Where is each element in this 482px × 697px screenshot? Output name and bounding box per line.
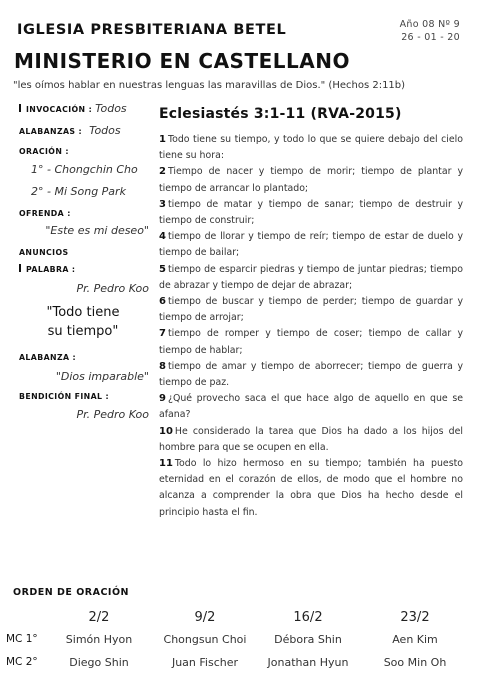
verse-number: 3 [159,198,166,210]
verse [159,262,463,294]
verse [159,164,463,196]
issue-date: 26 - 01 - 20 [401,32,460,43]
alabanzas-label: ALABANZAS : [19,127,83,136]
palabra-value: Pr. Pedro Koo [76,282,149,295]
issue-number: Año 08 Nº 9 [399,19,460,30]
prayer-name: Juan Fischer [171,656,239,669]
prayer-name: Chongsun Choi [163,633,247,646]
verse [159,132,463,164]
prayer-row-label-1: MC 1° [6,633,38,645]
sermon-title [19,303,147,341]
prayer-row-label-2: MC 2° [6,656,38,668]
oracion-label: ORACIÓN : [19,147,69,156]
prayer-order-title: ORDEN DE ORACIÓN [13,587,129,598]
prayer-name: Diego Shin [69,656,129,669]
prayer-name: Simón Hyon [65,633,133,646]
alabanzas-value: Todos [89,124,121,137]
verse-number: 10 [159,425,173,437]
verse-text: Todo tiene su tiempo, y todo lo que se quiere debajo del cielo tiene su hora: [159,134,463,162]
prayer-name: Jonathan Hyun [267,656,349,669]
oracion-first: 1° - Chongchin Cho [31,163,138,176]
verse-text: He considerado la tarea que Dios ha dado a los hijos del hombre para que se ocupen en ella. [159,425,463,453]
prayer-name: Soo Min Oh [383,656,447,669]
bendicion-label: BENDICIÓN FINAL : [19,392,110,401]
verse-text: tiempo de amar y tiempo de aborrecer; tiempo de guerra y tiempo de paz. [159,360,463,389]
verse [159,197,463,229]
prayer-name: Aen Kim [392,633,438,646]
reading-title: Eclesiastés 3:1-11 (RVA-2015) [159,106,402,122]
issue-info [400,18,460,44]
sermon-title-line-1: "Todo tiene [46,305,120,320]
prayer-date-4: 23/2 [400,610,430,625]
verse-text: tiempo de matar y tiempo de sanar; tiempo de destruir y tiempo de construir; [159,198,463,227]
verse-text: Tiempo de nacer y tiempo de morir; tiempo de plantar y tiempo de arrancar lo plantado; [159,166,463,194]
ofrenda-value: "Este es mi deseo" [45,224,149,237]
verse [159,326,463,358]
alabanza-value: "Dios imparable" [55,370,149,383]
verse-number: 8 [159,360,166,372]
verse-number: 6 [159,296,166,308]
sermon-title-line-2: su tiempo" [47,324,119,339]
prayer-date-3: 16/2 [293,610,323,625]
prayer-name: Débora Shin [274,633,342,646]
verse-text: tiempo de esparcir piedras y tiempo de juntar piedras; tiempo de abrazar y tiempo de dejar de abrazar; [159,263,463,291]
verse [159,229,463,261]
verse [159,456,463,521]
church-name: IGLESIA PRESBITERIANA BETEL [17,22,287,38]
palabra-label: PALABRA : [26,265,76,274]
verse-text: tiempo de buscar y tiempo de perder; tiempo de guardar y tiempo de arrojar; [159,296,463,324]
verse [159,359,463,391]
verse-number: 9 [159,393,166,405]
verse-list [159,132,463,521]
header-quote: "les oímos hablar en nuestras lenguas las maravillas de Dios." (Hechos 2:11b) [13,80,406,91]
verse [159,424,463,456]
prayer-date-1: 2/2 [88,610,110,625]
verse-number: 1 [159,134,166,145]
verse-text: tiempo de llorar y tiempo de reír; tiempo de estar de duelo y tiempo de bailar; [159,231,463,259]
ministry-title: MINISTERIO EN CASTELLANO [14,49,350,73]
bar-marker [19,104,21,112]
invocacion-row [19,102,127,115]
verse-number: 2 [159,166,166,178]
verse-number: 11 [159,458,173,470]
palabra-row [19,264,75,274]
verse-number: 5 [159,263,166,275]
verse-text: ¿Qué provecho saca el que hace algo de aquello en que se afana? [159,393,463,421]
verse-text: tiempo de romper y tiempo de coser; tiempo de callar y tiempo de hablar; [159,328,463,356]
bendicion-value: Pr. Pedro Koo [76,408,149,421]
oracion-second: 2° - Mi Song Park [31,185,126,198]
ofrenda-label: OFRENDA : [19,209,71,218]
invocacion-value: Todos [95,102,127,115]
bar-marker [19,264,21,272]
alabanza-label: ALABANZA : [19,353,77,362]
verse-number: 4 [159,231,166,243]
verse [159,391,463,423]
prayer-date-2: 9/2 [194,610,216,625]
verse-number: 7 [159,328,166,340]
alabanzas-row [19,124,121,137]
anuncios-label: ANUNCIOS [19,248,69,257]
invocacion-label: INVOCACIÓN : [26,105,93,114]
verse-text: Todo lo hizo hermoso en su tiempo; también ha puesto eternidad en el corazón de ellos, de modo que el hombre no alcanza a comprender la obra que Dios ha hecho desde el principio hasta el fin. [159,458,463,518]
verse [159,294,463,326]
bible-reading [159,106,463,521]
